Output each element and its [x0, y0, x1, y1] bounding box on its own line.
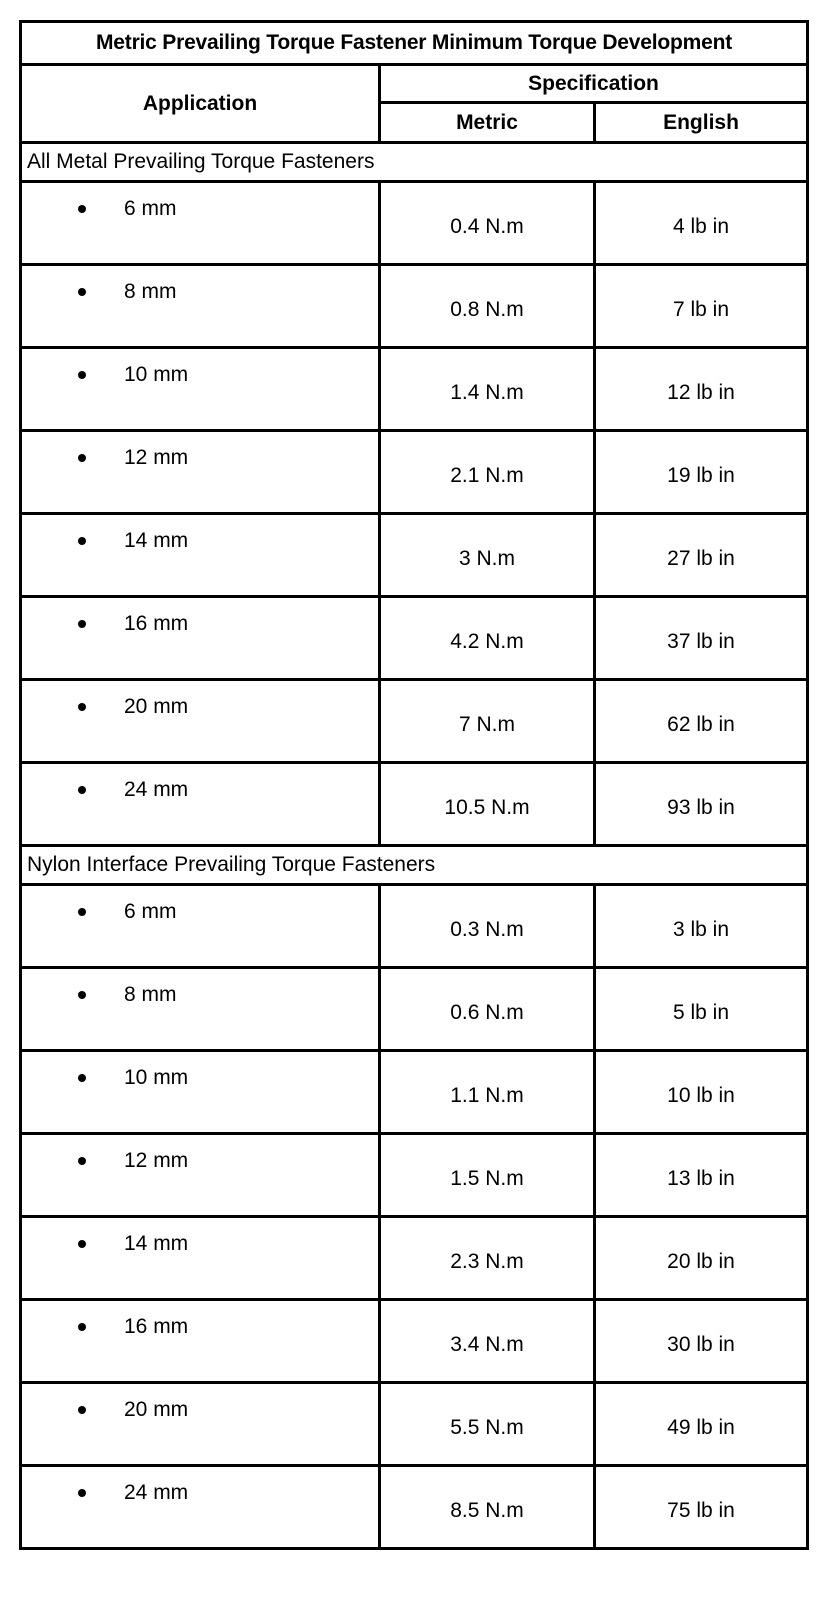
english-torque-value: 20 lb in — [595, 1217, 808, 1300]
english-torque-value: 49 lb in — [595, 1383, 808, 1466]
spec-header-row — [21, 65, 808, 103]
fastener-size: 24 mm — [124, 778, 189, 801]
metric-header: Metric — [380, 103, 595, 143]
fastener-size-cell — [21, 680, 380, 763]
bullet-icon — [78, 371, 86, 379]
fastener-size: 6 mm — [124, 197, 177, 220]
table-row — [21, 182, 808, 265]
bullet-icon — [78, 703, 86, 711]
bullet-icon — [78, 1406, 86, 1414]
fastener-size-cell — [21, 885, 380, 968]
table-row — [21, 514, 808, 597]
fastener-size: 12 mm — [124, 446, 189, 469]
metric-torque-value: 1.4 N.m — [380, 348, 595, 431]
english-torque-value: 27 lb in — [595, 514, 808, 597]
bullet-icon — [78, 1074, 86, 1082]
section-row — [21, 846, 808, 885]
fastener-size: 10 mm — [124, 363, 189, 386]
english-torque-value: 19 lb in — [595, 431, 808, 514]
metric-torque-value: 0.8 N.m — [380, 265, 595, 348]
english-header: English — [595, 103, 808, 143]
fastener-size: 14 mm — [124, 529, 189, 552]
english-torque-value: 5 lb in — [595, 968, 808, 1051]
english-torque-value: 30 lb in — [595, 1300, 808, 1383]
fastener-size: 20 mm — [124, 695, 189, 718]
table-row — [21, 1217, 808, 1300]
bullet-icon — [78, 908, 86, 916]
bullet-icon — [78, 454, 86, 462]
metric-torque-value: 2.3 N.m — [380, 1217, 595, 1300]
fastener-size-cell — [21, 1383, 380, 1466]
bullet-icon — [78, 288, 86, 296]
bullet-icon — [78, 1240, 86, 1248]
table-row — [21, 1134, 808, 1217]
fastener-size: 12 mm — [124, 1149, 189, 1172]
fastener-size-cell — [21, 514, 380, 597]
bullet-icon — [78, 991, 86, 999]
english-torque-value: 62 lb in — [595, 680, 808, 763]
fastener-size: 10 mm — [124, 1066, 189, 1089]
fastener-size-cell — [21, 763, 380, 846]
english-torque-value: 12 lb in — [595, 348, 808, 431]
bullet-icon — [78, 1323, 86, 1331]
metric-torque-value: 5.5 N.m — [380, 1383, 595, 1466]
bullet-icon — [78, 1489, 86, 1497]
fastener-size-cell — [21, 1300, 380, 1383]
metric-torque-value: 3 N.m — [380, 514, 595, 597]
bullet-icon — [78, 620, 86, 628]
fastener-size-cell — [21, 968, 380, 1051]
table-body — [21, 22, 808, 1549]
english-torque-value: 7 lb in — [595, 265, 808, 348]
fastener-size: 14 mm — [124, 1232, 189, 1255]
fastener-size: 8 mm — [124, 280, 177, 303]
table-row — [21, 680, 808, 763]
english-torque-value: 93 lb in — [595, 763, 808, 846]
fastener-size: 16 mm — [124, 612, 189, 635]
metric-torque-value: 7 N.m — [380, 680, 595, 763]
english-torque-value: 13 lb in — [595, 1134, 808, 1217]
section-row — [21, 143, 808, 182]
title-row — [21, 22, 808, 65]
bullet-icon — [78, 786, 86, 794]
specification-header: Specification — [380, 65, 808, 103]
english-torque-value: 4 lb in — [595, 182, 808, 265]
metric-torque-value: 1.1 N.m — [380, 1051, 595, 1134]
fastener-size-cell — [21, 1051, 380, 1134]
section-label: All Metal Prevailing Torque Fasteners — [21, 143, 808, 182]
metric-torque-value: 0.6 N.m — [380, 968, 595, 1051]
table-row — [21, 1300, 808, 1383]
metric-torque-value: 10.5 N.m — [380, 763, 595, 846]
fastener-size: 16 mm — [124, 1315, 189, 1338]
fastener-size-cell — [21, 597, 380, 680]
english-torque-value: 75 lb in — [595, 1466, 808, 1549]
table-row — [21, 1466, 808, 1549]
section-label: Nylon Interface Prevailing Torque Fasteners — [21, 846, 808, 885]
metric-torque-value: 1.5 N.m — [380, 1134, 595, 1217]
fastener-size-cell — [21, 1466, 380, 1549]
bullet-icon — [78, 1157, 86, 1165]
fastener-size: 6 mm — [124, 900, 177, 923]
fastener-size-cell — [21, 431, 380, 514]
table-row — [21, 265, 808, 348]
metric-torque-value: 3.4 N.m — [380, 1300, 595, 1383]
english-torque-value: 3 lb in — [595, 885, 808, 968]
table-row — [21, 968, 808, 1051]
table-row — [21, 1051, 808, 1134]
bullet-icon — [78, 537, 86, 545]
table-row — [21, 763, 808, 846]
fastener-size: 8 mm — [124, 983, 177, 1006]
torque-spec-table — [19, 20, 809, 1550]
fastener-size-cell — [21, 265, 380, 348]
table-title: Metric Prevailing Torque Fastener Minimum Torque Development — [21, 22, 808, 65]
table-row — [21, 597, 808, 680]
fastener-size-cell — [21, 348, 380, 431]
table-row — [21, 348, 808, 431]
application-header: Application — [21, 65, 380, 143]
metric-torque-value: 0.3 N.m — [380, 885, 595, 968]
fastener-size: 24 mm — [124, 1481, 189, 1504]
english-torque-value: 37 lb in — [595, 597, 808, 680]
fastener-size-cell — [21, 1134, 380, 1217]
metric-torque-value: 8.5 N.m — [380, 1466, 595, 1549]
fastener-size: 20 mm — [124, 1398, 189, 1421]
metric-torque-value: 4.2 N.m — [380, 597, 595, 680]
metric-torque-value: 0.4 N.m — [380, 182, 595, 265]
fastener-size-cell — [21, 1217, 380, 1300]
bullet-icon — [78, 205, 86, 213]
english-torque-value: 10 lb in — [595, 1051, 808, 1134]
fastener-size-cell — [21, 182, 380, 265]
metric-torque-value: 2.1 N.m — [380, 431, 595, 514]
table-row — [21, 1383, 808, 1466]
table-row — [21, 431, 808, 514]
table-row — [21, 885, 808, 968]
